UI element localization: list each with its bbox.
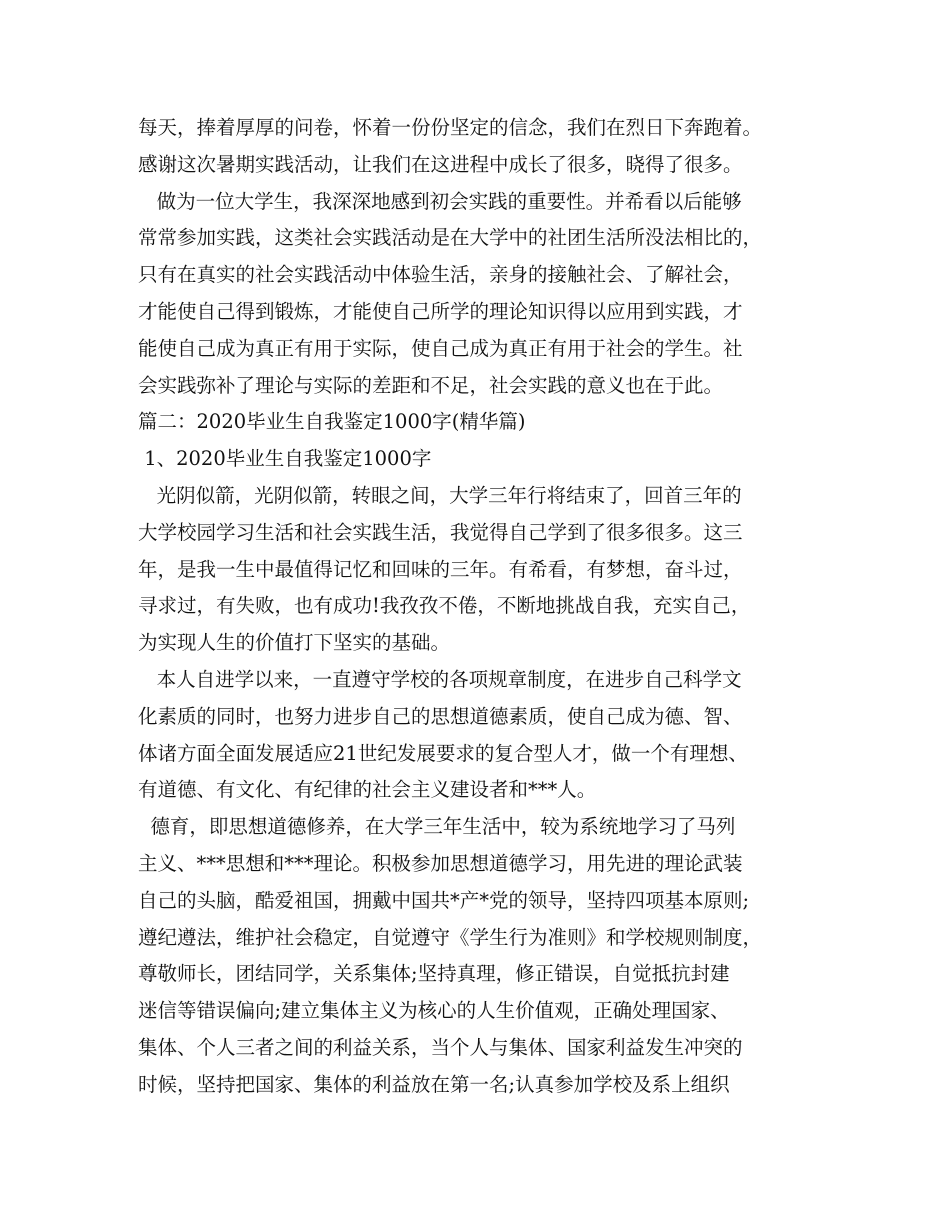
text-line: 时候，坚持把国家、集体的利益放在第一名;认真参加学校及系上组织 bbox=[138, 1072, 730, 1096]
text-line: 寻求过，有失败，也有成功!我孜孜不倦，不断地挑战自我，充实自己， bbox=[138, 594, 751, 618]
text-line: 只有在真实的社会实践活动中体验生活，亲身的接触社会、了解社会， bbox=[138, 263, 743, 287]
text-line: 体诸方面全面发展适应21世纪发展要求的复合型人才，做一个有理想、 bbox=[138, 741, 748, 765]
text-line: 才能使自己得到锻炼，才能使自己所学的理论知识得以应用到实践，才 bbox=[138, 299, 743, 323]
text-line: 化素质的同时，也努力进步自己的思想道德素质，使自己成为德、智、 bbox=[138, 704, 743, 728]
text-line: 光阴似箭，光阴似箭，转眼之间，大学三年行将结束了，回首三年的 bbox=[138, 483, 742, 507]
text-line: 大学校园学习生活和社会实践生活，我觉得自己学到了很多很多。这三 bbox=[138, 520, 743, 544]
text-line: 迷信等错误偏向;建立集体主义为核心的人生价值观，正确处理国家、 bbox=[138, 999, 730, 1023]
text-line: 集体、个人三者之间的利益关系，当个人与集体、国家利益发生冲突的 bbox=[138, 1035, 743, 1059]
text-line: 做为一位大学生，我深深地感到初会实践的重要性。并希看以后能够 bbox=[138, 189, 742, 213]
text-line: 尊敬师长，团结同学，关系集体;坚持真理，修正错误，自觉抵抗封建 bbox=[138, 962, 730, 986]
text-line: 1、2020毕业生自我鉴定1000字 bbox=[138, 447, 432, 471]
text-line: 常常参加实践，这类社会实践活动是在大学中的社团生活所没法相比的， bbox=[138, 226, 763, 250]
document-body bbox=[138, 110, 818, 1104]
text-line: 遵纪遵法，维护社会稳定，自觉遵守《学生行为准则》和学校规则制度， bbox=[138, 925, 763, 949]
text-line: 自己的头脑，酷爱祖国，拥戴中国共*产*党的领导，坚持四项基本原则; bbox=[138, 888, 750, 912]
text-line: 篇二：2020毕业生自我鉴定1000字(精华篇) bbox=[138, 410, 526, 434]
text-line: 本人自进学以来，一直遵守学校的各项规章制度，在进步自己科学文 bbox=[138, 667, 742, 691]
text-line: 每天，捧着厚厚的问卷，怀着一份份坚定的信念，我们在烈日下奔跑着。 bbox=[138, 116, 763, 139]
text-line: 年，是我一生中最值得记忆和回味的三年。有希看，有梦想，奋斗过， bbox=[138, 557, 743, 581]
text-line: 为实现人生的价值打下坚实的基础。 bbox=[138, 631, 451, 655]
text-line: 能使自己成为真正有用于实际，使自己成为真正有用于社会的学生。社 bbox=[138, 336, 743, 360]
text-line: 有道德、有文化、有纪律的社会主义建设者和***人。 bbox=[138, 778, 597, 802]
text-line: 主义、***思想和***理论。积极参加思想道德学习，用先进的理论武装 bbox=[138, 851, 743, 875]
text-line: 德育，即思想道德修养，在大学三年生活中，较为系统地学习了马列 bbox=[138, 815, 736, 839]
text-line: 会实践弥补了理论与实际的差距和不足，社会实践的意义也在于此。 bbox=[138, 373, 724, 397]
text-line: 感谢这次暑期实践活动，让我们在这进程中成长了很多，晓得了很多。 bbox=[138, 152, 743, 176]
